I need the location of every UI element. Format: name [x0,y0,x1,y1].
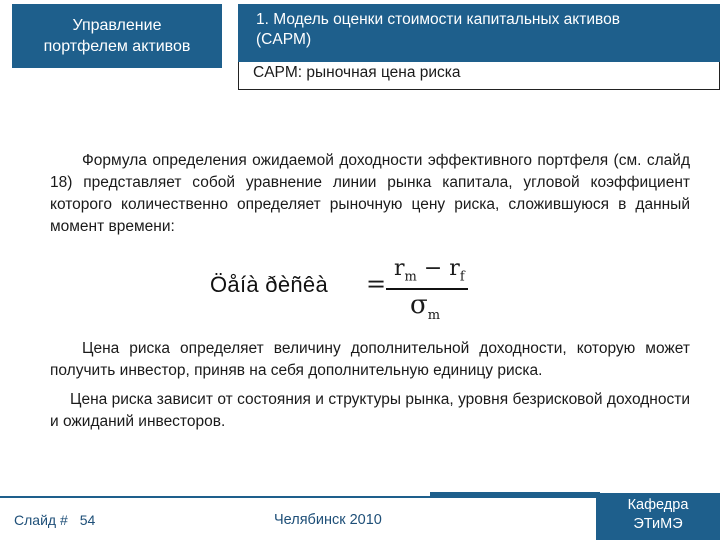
formula-denominator: $\sigma_m$ [410,290,441,324]
paragraph-formula-intro: Формула определения ожидаемой доходности эффективного портфеля (см. слайд 18) представляет собой уравнение линии рынка капитала, угловой коэффициент которого количественно определяет рыночную цену риска, сложившуюся в данный момент времени: [50,152,690,235]
footer-divider-accent [430,492,600,498]
footer-divider [0,496,430,498]
section-title-line1: Управление [72,17,162,34]
price-of-risk-formula [210,258,470,322]
slide-number-value: 54 [79,512,96,528]
slide-number [14,512,95,528]
formula-lhs: Öåíà ðèñêà [210,272,328,297]
footer-city-year: Челябинск 2010 [274,512,382,528]
formula-equals: = [366,270,387,298]
paragraph-risk-definition: Цена риска определяет величину дополнительной доходности, которую может получить инвестор, приняв на себя дополнительную единицу риска. [50,340,690,379]
slide-title-line2: (CAPM) [256,31,312,48]
formula-numerator: $r_m - r_f$ [394,256,465,285]
slide-title [238,4,720,62]
slide-subtitle: CAPM: рыночная цена риска [238,62,720,90]
slide-title-line1: 1. Модель оценки стоимости капитальных активов [256,11,620,28]
paragraph-risk-factors: Цена риска зависит от состояния и структуры рынка, уровня безрисковой доходности и ожиданий инвесторов. [50,391,690,430]
slide-number-label: Слайд # [14,512,68,528]
section-title-line2: портфелем активов [43,38,191,55]
department-line1: Кафедра [627,497,689,513]
department-badge [596,493,720,540]
section-header [12,4,222,68]
department-line2: ЭТиМЭ [633,516,683,532]
